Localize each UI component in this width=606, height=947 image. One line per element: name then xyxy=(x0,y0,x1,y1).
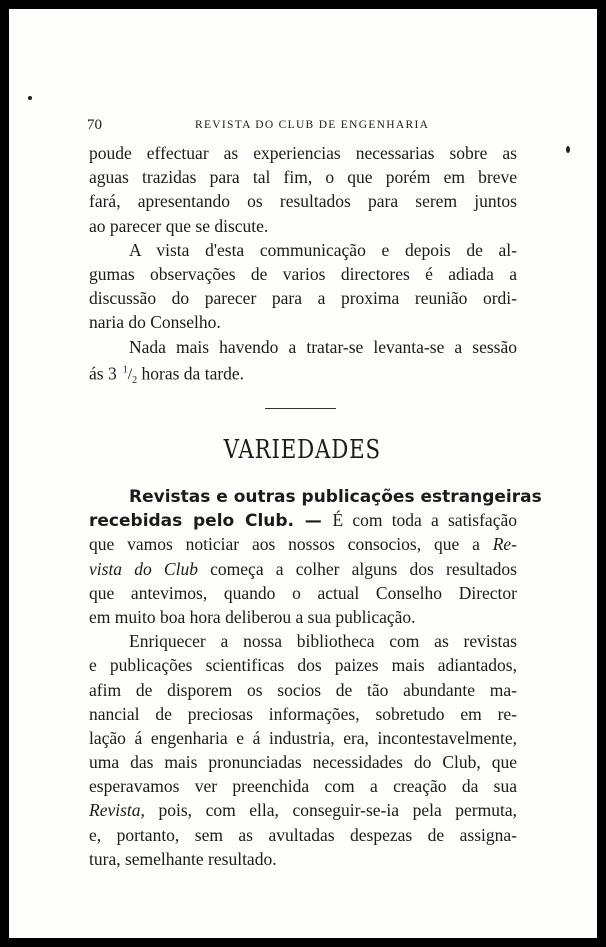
text-line: Nada mais havendo a tratar-se levanta-se a sessão xyxy=(129,336,517,357)
closing-prefix: ás 3 xyxy=(89,363,117,384)
fraction-denominator: 2 xyxy=(132,375,138,387)
em-dash: — xyxy=(294,511,333,532)
text-line: A vista d'esta communicação e depois de al- xyxy=(129,239,517,260)
page-number: 70 xyxy=(87,117,102,133)
closing-suffix: horas da tarde. xyxy=(141,363,245,384)
section-divider xyxy=(265,408,336,409)
article-subhead-line xyxy=(89,484,542,508)
italic-title: Re- xyxy=(492,534,517,555)
text-line: e, portanto, sem as avultadas despezas de assigna- xyxy=(89,824,517,845)
text-line: discussão do parecer para a proxima reunião ordi- xyxy=(89,288,517,309)
text-line: uma das mais pronunciadas necessidades do Club, que xyxy=(89,752,517,773)
text-line: gumas observações de varios directores é adiada a xyxy=(89,263,517,284)
text-span: começa a colher alguns dos resultados xyxy=(197,558,517,579)
text-span: pois, com ella, conseguir-se-ia pela permuta, xyxy=(144,800,517,821)
text-line: lação á engenharia e á industria, era, incontestavelmente, xyxy=(89,727,517,748)
text-line: aguas trazidas para tal fim, o que porém em breve xyxy=(89,167,517,188)
text-line: esperavamos ver preenchida com a creação da sua xyxy=(89,776,517,797)
closing-line xyxy=(89,359,517,387)
page-header xyxy=(87,117,527,137)
text-line: fará, apresentando os resultados para serem juntos xyxy=(89,191,517,212)
text-line: poude effectuar as experiencias necessarias sobre as xyxy=(89,143,517,163)
margin-speck-left xyxy=(28,96,32,100)
article-subhead-end: recebidas pelo Club. xyxy=(89,511,294,532)
article-text xyxy=(89,484,542,871)
text-span: que vamos noticiar aos nossos consocios, que a xyxy=(89,534,493,555)
italic-title: vista do Club xyxy=(89,558,198,579)
text-line: naria do Conselho. xyxy=(89,312,221,333)
text-line: Enriquecer a nossa bibliotheca com as revistas xyxy=(129,631,517,652)
article-subhead: Revistas e outras publicações estrangeiras xyxy=(129,487,542,507)
fraction-numerator: 1 xyxy=(122,364,128,376)
text-span: É com toda a satisfação xyxy=(332,510,517,531)
text-line: afim de disporem os socios de tão abundante ma- xyxy=(89,679,517,700)
text-line xyxy=(89,508,517,532)
text-line xyxy=(89,532,517,556)
text-line: nancial de preciosas informações, sobretudo em re- xyxy=(89,703,517,724)
minutes-text xyxy=(89,141,517,387)
section-title: VARIEDADES xyxy=(223,435,381,465)
margin-speck-right xyxy=(566,146,570,153)
text-line: e publicações scientificas dos paizes mais adiantados, xyxy=(89,655,517,676)
text-line: em muito boa hora deliberou a sua publicação. xyxy=(89,606,416,627)
text-line xyxy=(89,798,517,822)
text-line xyxy=(89,557,517,581)
text-line: que antevimos, quando o actual Conselho Director xyxy=(89,582,517,603)
text-line: tura, semelhante resultado. xyxy=(89,848,277,869)
running-head: REVISTA DO CLUB DE ENGENHARIA xyxy=(195,119,430,131)
page xyxy=(9,9,597,938)
italic-title: Revista, xyxy=(89,800,145,821)
fraction: $^1/_2$ xyxy=(122,364,138,387)
text-line: ao parecer que se discute. xyxy=(89,215,269,236)
